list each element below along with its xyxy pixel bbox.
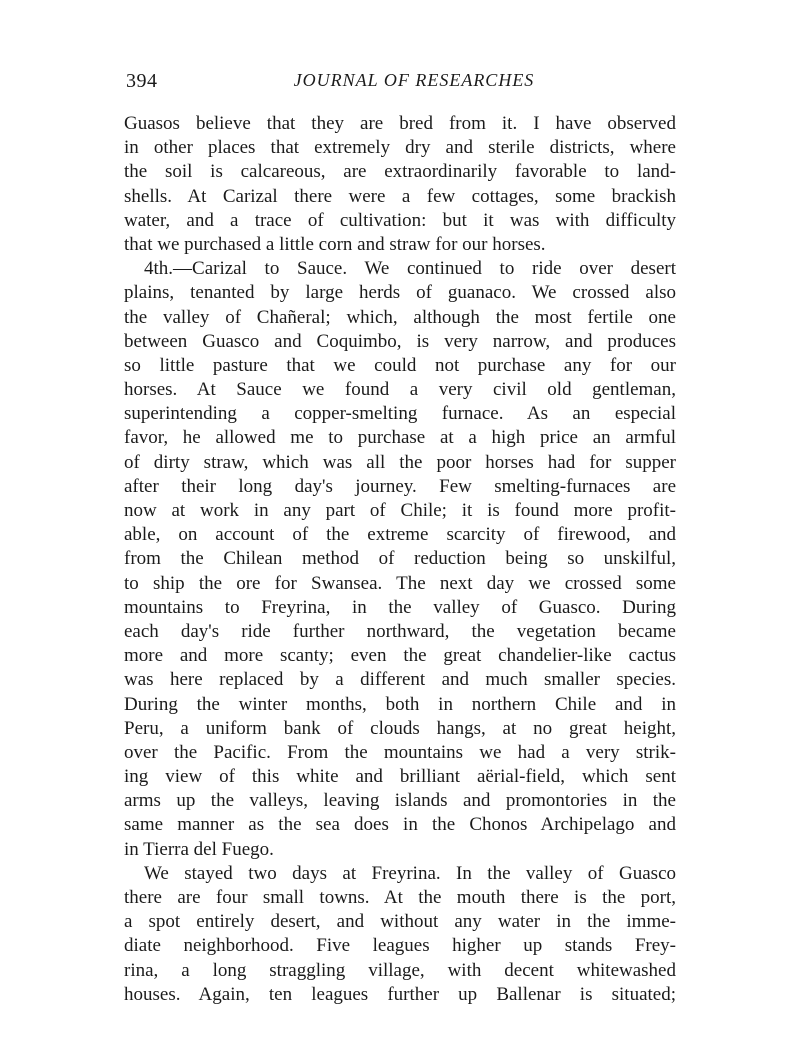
text-line: there are four small towns. At the mouth there is the port, bbox=[124, 887, 676, 908]
text-line: now at work in any part of Chile; it is found more profit- bbox=[124, 500, 676, 521]
text-line: each day's ride further northward, the vegetation became bbox=[124, 620, 676, 642]
text-line: was here replaced by a different and much smaller species. bbox=[124, 669, 676, 691]
text-line: so little pasture that we could not purchase any for our bbox=[124, 354, 676, 376]
body-text bbox=[124, 112, 676, 1007]
text-line: that we purchased a little corn and straw for our horses. bbox=[124, 233, 546, 255]
text-line: houses. Again, ten leagues further up Ballenar is situated; bbox=[124, 983, 676, 1005]
text-line: after their long day's journey. Few smelting-furnaces are bbox=[124, 475, 676, 497]
text-line: shells. At Carizal there were a few cottages, some brackish bbox=[124, 185, 676, 207]
text-line: able, on account of the extreme scarcity of firewood, and bbox=[124, 524, 676, 546]
text-line: mountains to Freyrina, in the valley of Guasco. During bbox=[124, 596, 676, 618]
text-line: horses. At Sauce we found a very civil old gentleman, bbox=[124, 379, 676, 401]
page-number: 394 bbox=[126, 70, 158, 92]
text-line: the valley of Chañeral; which, although the most fertile one bbox=[124, 306, 676, 328]
text-line: from the Chilean method of reduction being so unskilful, bbox=[124, 548, 676, 570]
text-line: diate neighborhood. Five leagues higher up stands Frey- bbox=[124, 935, 676, 957]
text-line: a spot entirely desert, and without any water in the imme- bbox=[124, 911, 676, 933]
text-line: same manner as the sea does in the Chonos Archipelago and bbox=[124, 814, 676, 836]
text-line: Peru, a uniform bank of clouds hangs, at no great height, bbox=[124, 717, 676, 739]
text-line: in Tierra del Fuego. bbox=[124, 838, 274, 860]
text-line: to ship the ore for Swansea. The next day we crossed some bbox=[124, 572, 676, 594]
text-line: favor, he allowed me to purchase at a high price an armful bbox=[124, 427, 676, 449]
text-line: 4th.—Carizal to Sauce. We continued to ride over desert bbox=[144, 258, 676, 280]
text-line: superintending a copper-smelting furnace. As an especial bbox=[124, 403, 676, 425]
running-title: JOURNAL OF RESEARCHES bbox=[293, 70, 535, 90]
text-line: Guasos believe that they are bred from it. I have observed bbox=[124, 113, 676, 134]
text-line: over the Pacific. From the mountains we had a very strik- bbox=[124, 741, 676, 763]
text-line: more and more scanty; even the great chandelier-like cactus bbox=[124, 645, 676, 667]
text-line: We stayed two days at Freyrina. In the valley of Guasco bbox=[144, 862, 676, 884]
text-line: the soil is calcareous, are extraordinarily favorable to land- bbox=[124, 161, 676, 183]
text-line: rina, a long straggling village, with decent whitewashed bbox=[124, 959, 676, 981]
text-line: ing view of this white and brilliant aërial-field, which sent bbox=[124, 766, 676, 788]
text-line: of dirty straw, which was all the poor horses had for supper bbox=[124, 451, 676, 473]
text-line: between Guasco and Coquimbo, is very narrow, and produces bbox=[124, 330, 676, 352]
text-line: plains, tenanted by large herds of guanaco. We crossed also bbox=[124, 282, 676, 304]
text-line: in other places that extremely dry and sterile districts, where bbox=[124, 137, 676, 159]
text-line: During the winter months, both in northern Chile and in bbox=[124, 693, 676, 715]
running-head bbox=[126, 70, 682, 100]
text-line: arms up the valleys, leaving islands and promontories in the bbox=[124, 790, 676, 812]
text-line: water, and a trace of cultivation: but it was with difficulty bbox=[124, 209, 676, 231]
